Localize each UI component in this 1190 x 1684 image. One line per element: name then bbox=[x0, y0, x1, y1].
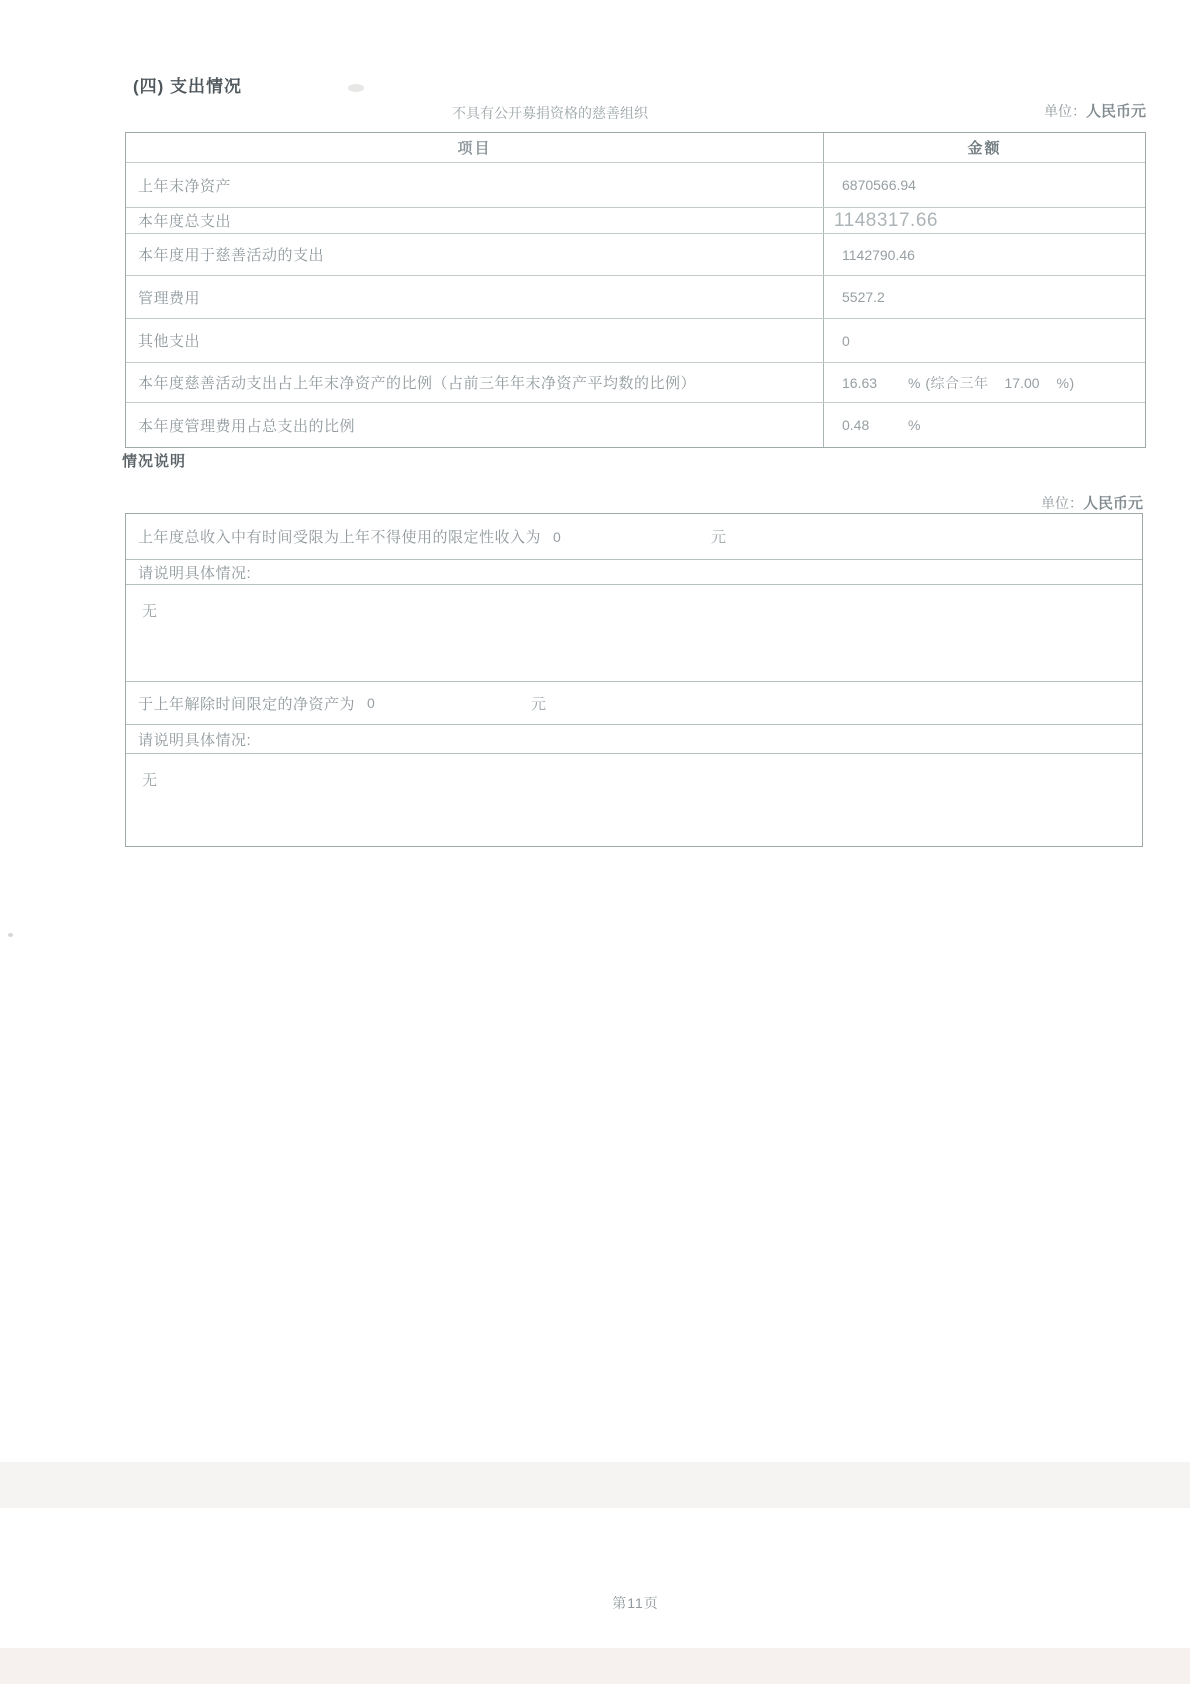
section-title: (四) 支出情况 bbox=[133, 77, 243, 96]
table-row bbox=[126, 362, 1145, 402]
row-label: 于上年解除时间限定的净资产为 bbox=[138, 695, 356, 713]
percent-suffix: %) bbox=[1056, 374, 1075, 391]
table-subtitle: 不具有公开募捐资格的慈善组织 bbox=[452, 105, 648, 121]
table-header-row bbox=[126, 133, 1145, 162]
row-label: 本年度慈善活动支出占上年末净资产的比例（占前三年年末净资产平均数的比例） bbox=[138, 375, 697, 392]
notes-heading: 情况说明 bbox=[122, 453, 187, 470]
unit-currency: 人民币元 bbox=[1082, 495, 1143, 512]
amount-value: 0 bbox=[842, 332, 850, 349]
header-item: 项目 bbox=[457, 140, 492, 157]
explain-text-area bbox=[126, 753, 1142, 846]
row-label: 管理费用 bbox=[138, 289, 201, 307]
scan-artifact-band bbox=[0, 1462, 1190, 1508]
header-amount: 金额 bbox=[823, 133, 1145, 162]
row-label: 本年度管理费用占总支出的比例 bbox=[138, 417, 356, 435]
unit-prefix: 单位： bbox=[1040, 495, 1083, 511]
page-number: 第11页 bbox=[612, 1595, 659, 1611]
unit-currency: 人民币元 bbox=[1085, 103, 1146, 120]
row-label: 其他支出 bbox=[138, 333, 201, 350]
table-row bbox=[126, 275, 1145, 318]
percent-suffix: % bbox=[908, 417, 921, 433]
unit-note-bottom bbox=[1041, 492, 1143, 513]
amount-value: 0.48 bbox=[842, 417, 870, 433]
restricted-income-row bbox=[126, 514, 1142, 559]
amount-value-secondary: 17.00 bbox=[1004, 374, 1040, 391]
notes-table bbox=[125, 513, 1143, 847]
explain-prompt-row bbox=[126, 724, 1142, 753]
released-assets-row bbox=[126, 681, 1142, 724]
amount-value: 6870566.94 bbox=[842, 177, 916, 193]
released-assets-value: 0 bbox=[367, 695, 376, 711]
row-label: 上年度总收入中有时间受限为上年不得使用的限定性收入为 bbox=[138, 529, 542, 546]
explain-text: 无 bbox=[142, 603, 158, 620]
row-value bbox=[823, 276, 1145, 318]
unit-note-top bbox=[1044, 100, 1146, 121]
scan-smudge bbox=[348, 84, 364, 92]
restricted-income-value: 0 bbox=[553, 528, 562, 545]
row-value bbox=[823, 403, 1145, 447]
row-value bbox=[823, 163, 1145, 207]
table-row bbox=[126, 162, 1145, 207]
amount-value: 5527.2 bbox=[842, 289, 885, 305]
percent-suffix: % (综合三年 bbox=[908, 374, 989, 391]
yuan-unit: 元 bbox=[711, 529, 727, 546]
explain-text: 无 bbox=[142, 772, 158, 789]
expense-table bbox=[125, 132, 1146, 448]
scan-artifact-band bbox=[0, 1648, 1190, 1684]
table-row bbox=[126, 318, 1145, 362]
amount-value: 16.63 bbox=[842, 374, 878, 391]
yuan-unit: 元 bbox=[531, 695, 547, 713]
row-label: 本年度总支出 bbox=[138, 213, 232, 230]
scan-dot bbox=[8, 933, 13, 937]
table-row bbox=[126, 233, 1145, 275]
table-row bbox=[126, 402, 1145, 447]
row-value bbox=[823, 208, 1145, 233]
row-value bbox=[823, 363, 1145, 402]
table-row bbox=[126, 207, 1145, 233]
row-label: 请说明具体情况: bbox=[138, 731, 252, 749]
row-value bbox=[823, 234, 1145, 275]
amount-value: 1142790.46 bbox=[842, 246, 915, 263]
amount-value: 1148317.66 bbox=[834, 209, 938, 231]
unit-prefix: 单位： bbox=[1043, 103, 1086, 119]
explain-prompt-row bbox=[126, 559, 1142, 584]
row-label: 本年度用于慈善活动的支出 bbox=[138, 247, 325, 264]
row-label: 上年末净资产 bbox=[138, 177, 232, 195]
row-label: 请说明具体情况: bbox=[138, 564, 252, 582]
explain-text-area bbox=[126, 584, 1142, 681]
row-value bbox=[823, 319, 1145, 362]
